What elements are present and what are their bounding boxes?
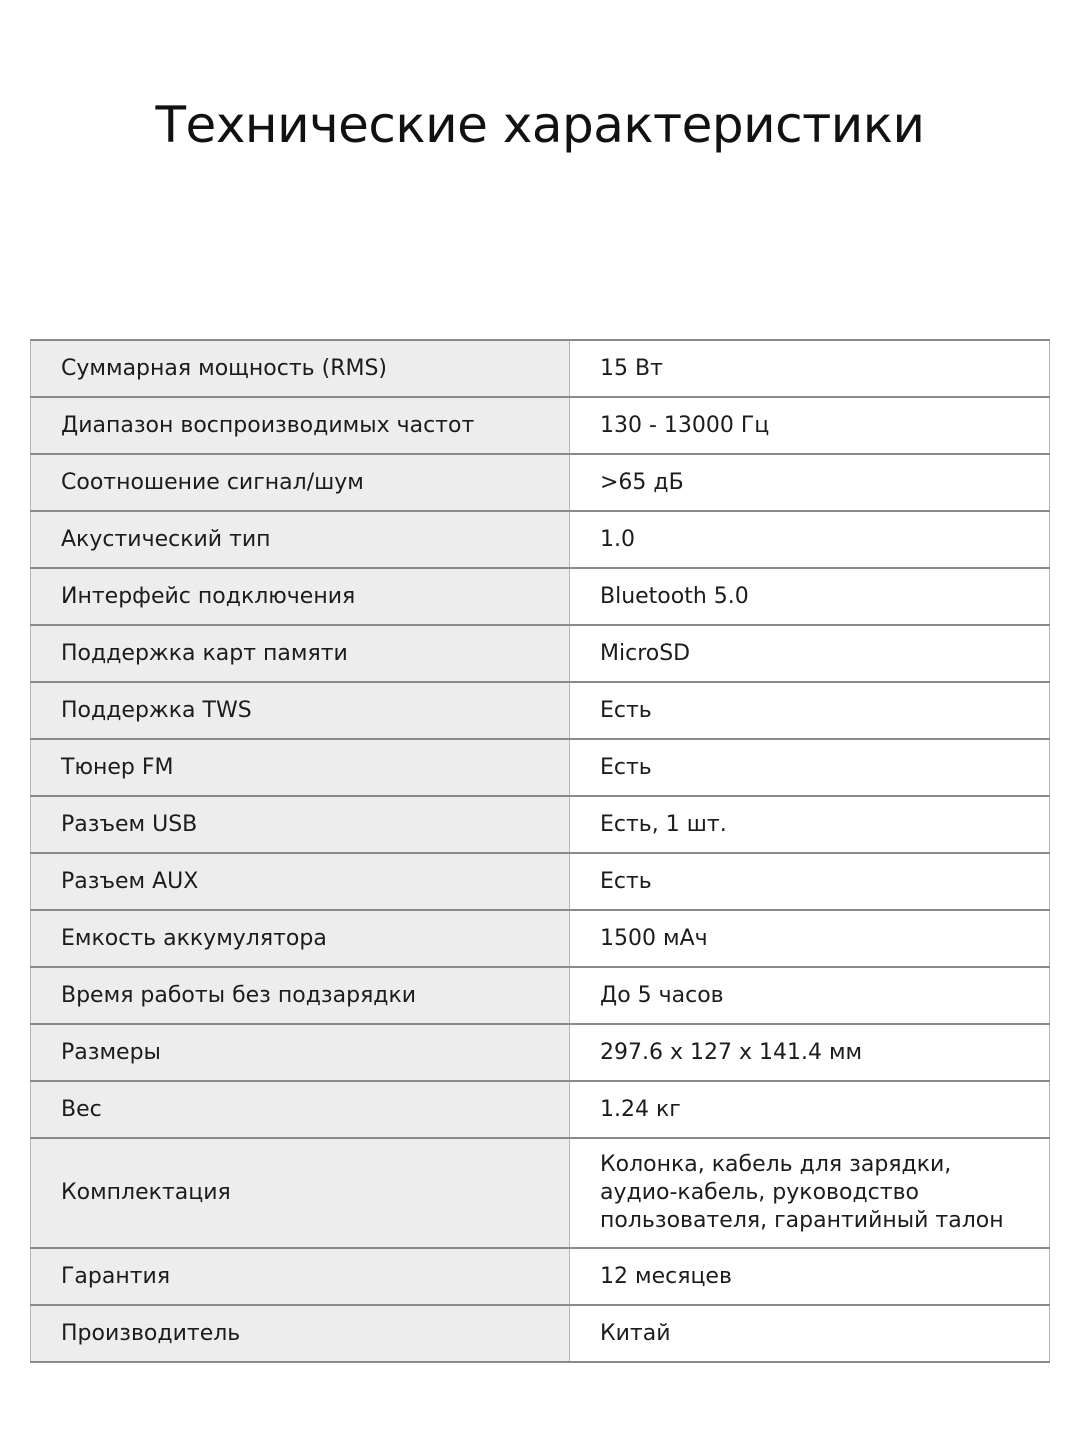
spec-label: Время работы без подзарядки xyxy=(31,967,570,1024)
page-title: Технические характеристики xyxy=(155,96,925,154)
spec-value: MicroSD xyxy=(570,625,1050,682)
table-row xyxy=(31,1024,1050,1081)
spec-label: Диапазон воспроизводимых частот xyxy=(31,397,570,454)
table-row xyxy=(31,1248,1050,1305)
spec-value: 1500 мАч xyxy=(570,910,1050,967)
spec-label: Тюнер FM xyxy=(31,739,570,796)
table-row xyxy=(31,568,1050,625)
spec-label: Интерфейс подключения xyxy=(31,568,570,625)
spec-value: Есть xyxy=(570,682,1050,739)
spec-label: Поддержка карт памяти xyxy=(31,625,570,682)
table-row xyxy=(31,511,1050,568)
table-row xyxy=(31,853,1050,910)
spec-label: Размеры xyxy=(31,1024,570,1081)
spec-label: Вес xyxy=(31,1081,570,1138)
table-row xyxy=(31,397,1050,454)
spec-value: 15 Вт xyxy=(570,340,1050,397)
spec-label: Поддержка TWS xyxy=(31,682,570,739)
spec-value: 1.24 кг xyxy=(570,1081,1050,1138)
spec-label: Суммарная мощность (RMS) xyxy=(31,340,570,397)
spec-value: Есть xyxy=(570,739,1050,796)
spec-value: 12 месяцев xyxy=(570,1248,1050,1305)
table-row xyxy=(31,910,1050,967)
spec-label: Соотношение сигнал/шум xyxy=(31,454,570,511)
table-row xyxy=(31,1081,1050,1138)
spec-label: Гарантия xyxy=(31,1248,570,1305)
table-row xyxy=(31,1138,1050,1248)
spec-label: Производитель xyxy=(31,1305,570,1362)
table-row xyxy=(31,454,1050,511)
spec-label: Акустический тип xyxy=(31,511,570,568)
spec-value: 130 - 13000 Гц xyxy=(570,397,1050,454)
specs-table xyxy=(30,339,1050,1363)
table-row xyxy=(31,1305,1050,1362)
spec-value: До 5 часов xyxy=(570,967,1050,1024)
spec-value: Китай xyxy=(570,1305,1050,1362)
spec-value: >65 дБ xyxy=(570,454,1050,511)
table-row xyxy=(31,796,1050,853)
spec-value: 1.0 xyxy=(570,511,1050,568)
table-row xyxy=(31,739,1050,796)
spec-label: Комплектация xyxy=(31,1138,570,1248)
table-row xyxy=(31,682,1050,739)
table-row xyxy=(31,625,1050,682)
spec-label: Разъем USB xyxy=(31,796,570,853)
table-row xyxy=(31,967,1050,1024)
spec-value: Есть, 1 шт. xyxy=(570,796,1050,853)
spec-label: Разъем AUX xyxy=(31,853,570,910)
spec-label: Емкость аккумулятора xyxy=(31,910,570,967)
table-row xyxy=(31,340,1050,397)
spec-value: Колонка, кабель для зарядки, аудио-кабель, руководство пользователя, гарантийный талон xyxy=(570,1138,1050,1248)
spec-value: Есть xyxy=(570,853,1050,910)
spec-value: Bluetooth 5.0 xyxy=(570,568,1050,625)
spec-value: 297.6 x 127 x 141.4 мм xyxy=(570,1024,1050,1081)
